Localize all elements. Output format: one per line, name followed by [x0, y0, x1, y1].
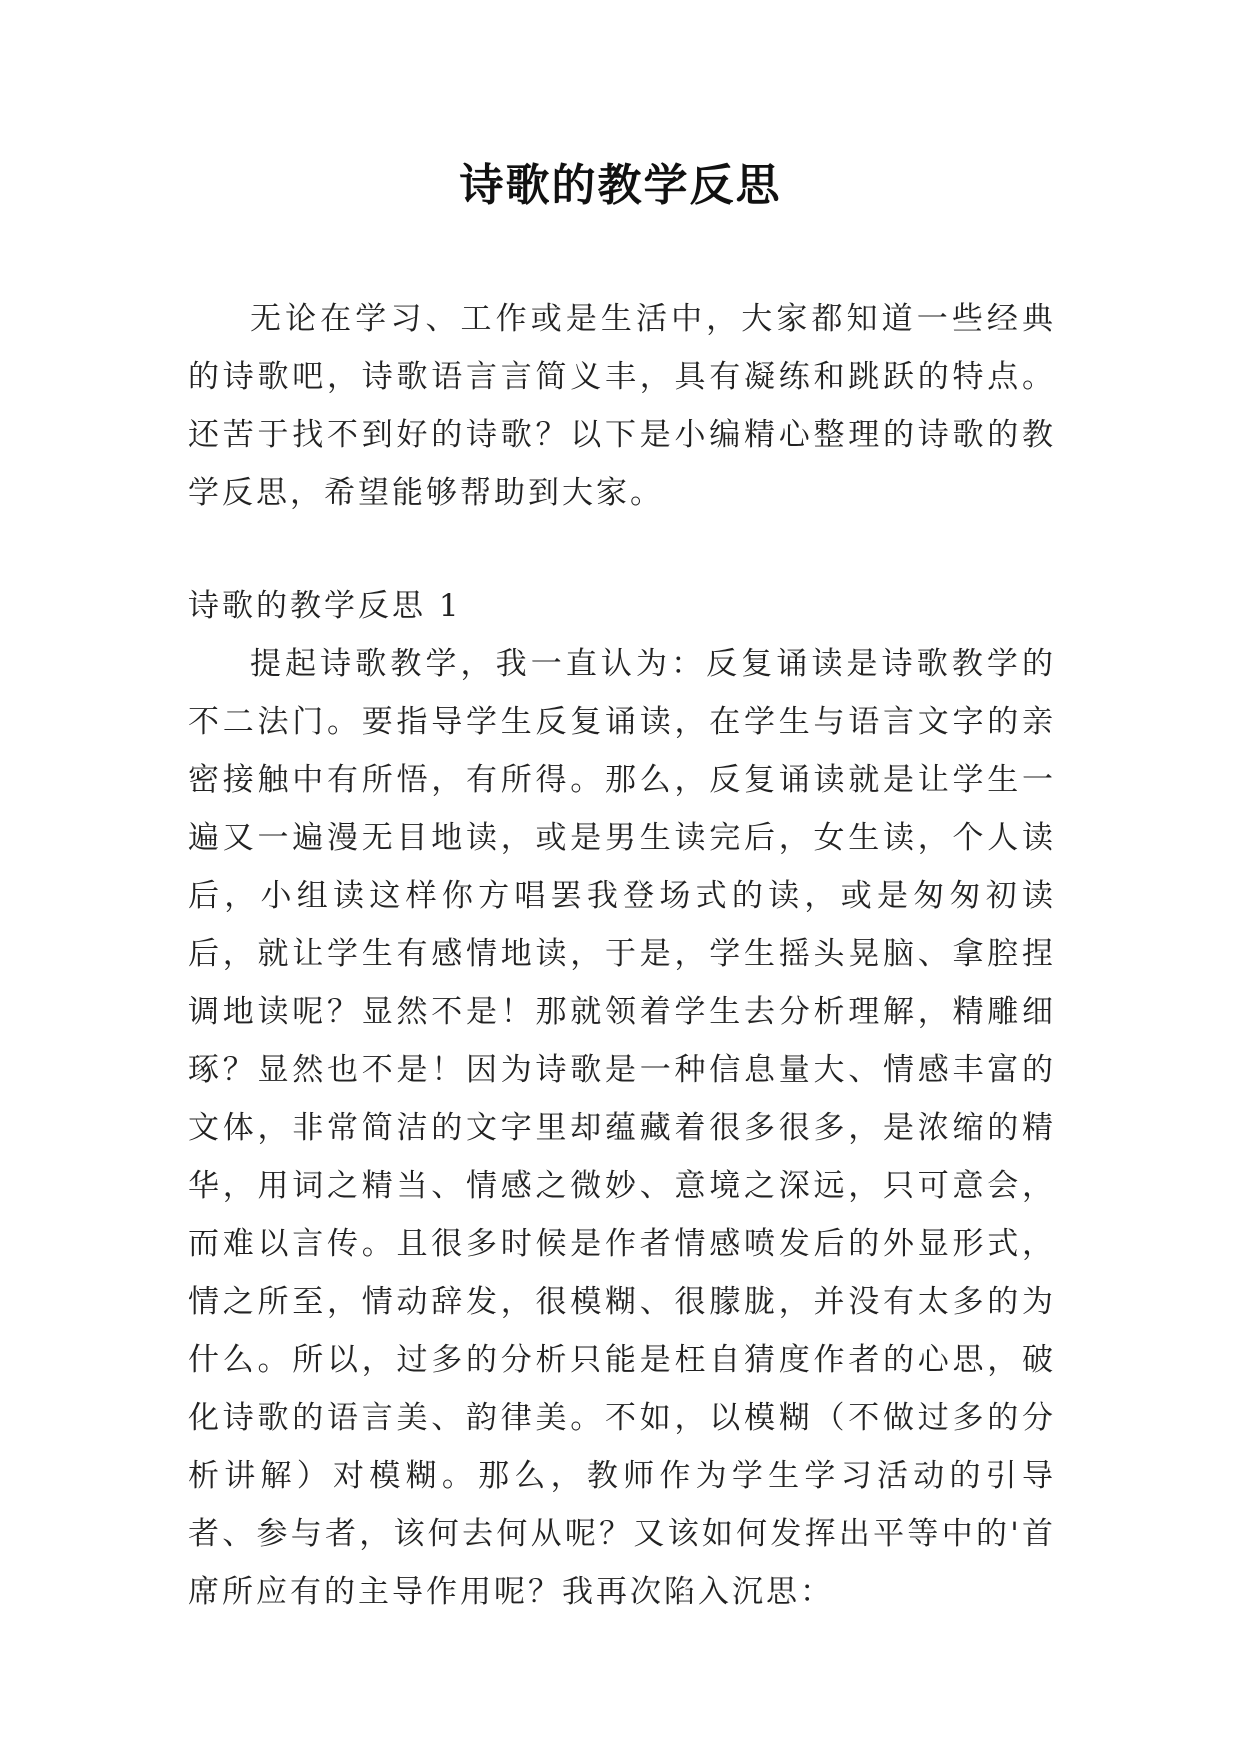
document-title: 诗歌的教学反思 — [459, 160, 782, 211]
section-paragraph: 提起诗歌教学，我一直认为：反复诵读是诗歌教学的不二法门。要指导学生反复诵读，在学生与语言文字的亲密接触中有所悟，有所得。那么，反复诵读就是让学生一遍又一遍漫无目地读，或是男生读完后，女生读，个人读后，小组读这样你方唱罢我登场式的读，或是匆匆初读后，就让学生有感情地读，于是，学生摇头晃脑、拿腔捏调地读呢？显然不是！那就领着学生去分析理解，精雕细琢？显然也不是！因为诗歌是一种信息量大、情感丰富的文体，非常简洁的文字里却蕴藏着很多很多，是浓缩的精华，用词之精当、情感之微妙、意境之深远，只可意会，而难以言传。且很多时候是作者情感喷发后的外显形式，情之所至，情动辞发，很模糊、很朦胧，并没有太多的为什么。所以，过多的分析只能是枉自猜度作者的心思，破化诗歌的语言美、韵律美。不如，以模糊（不做过多的分析讲解）对模糊。那么，教师作为学生学习活动的引导者、参与者，该何去何从呢？又该如何发挥出平等中的'首席所应有的主导作用呢？我再次陷入沉思： — [188, 646, 1056, 1610]
document-body — [188, 290, 1056, 1621]
section-heading: 诗歌的教学反思 1 — [188, 588, 462, 624]
intro-paragraph: 无论在学习、工作或是生活中，大家都知道一些经典的诗歌吧，诗歌语言言简义丰，具有凝练和跳跃的特点。还苦于找不到好的诗歌？以下是小编精心整理的诗歌的教学反思，希望能够帮助到大家。 — [188, 301, 1056, 511]
